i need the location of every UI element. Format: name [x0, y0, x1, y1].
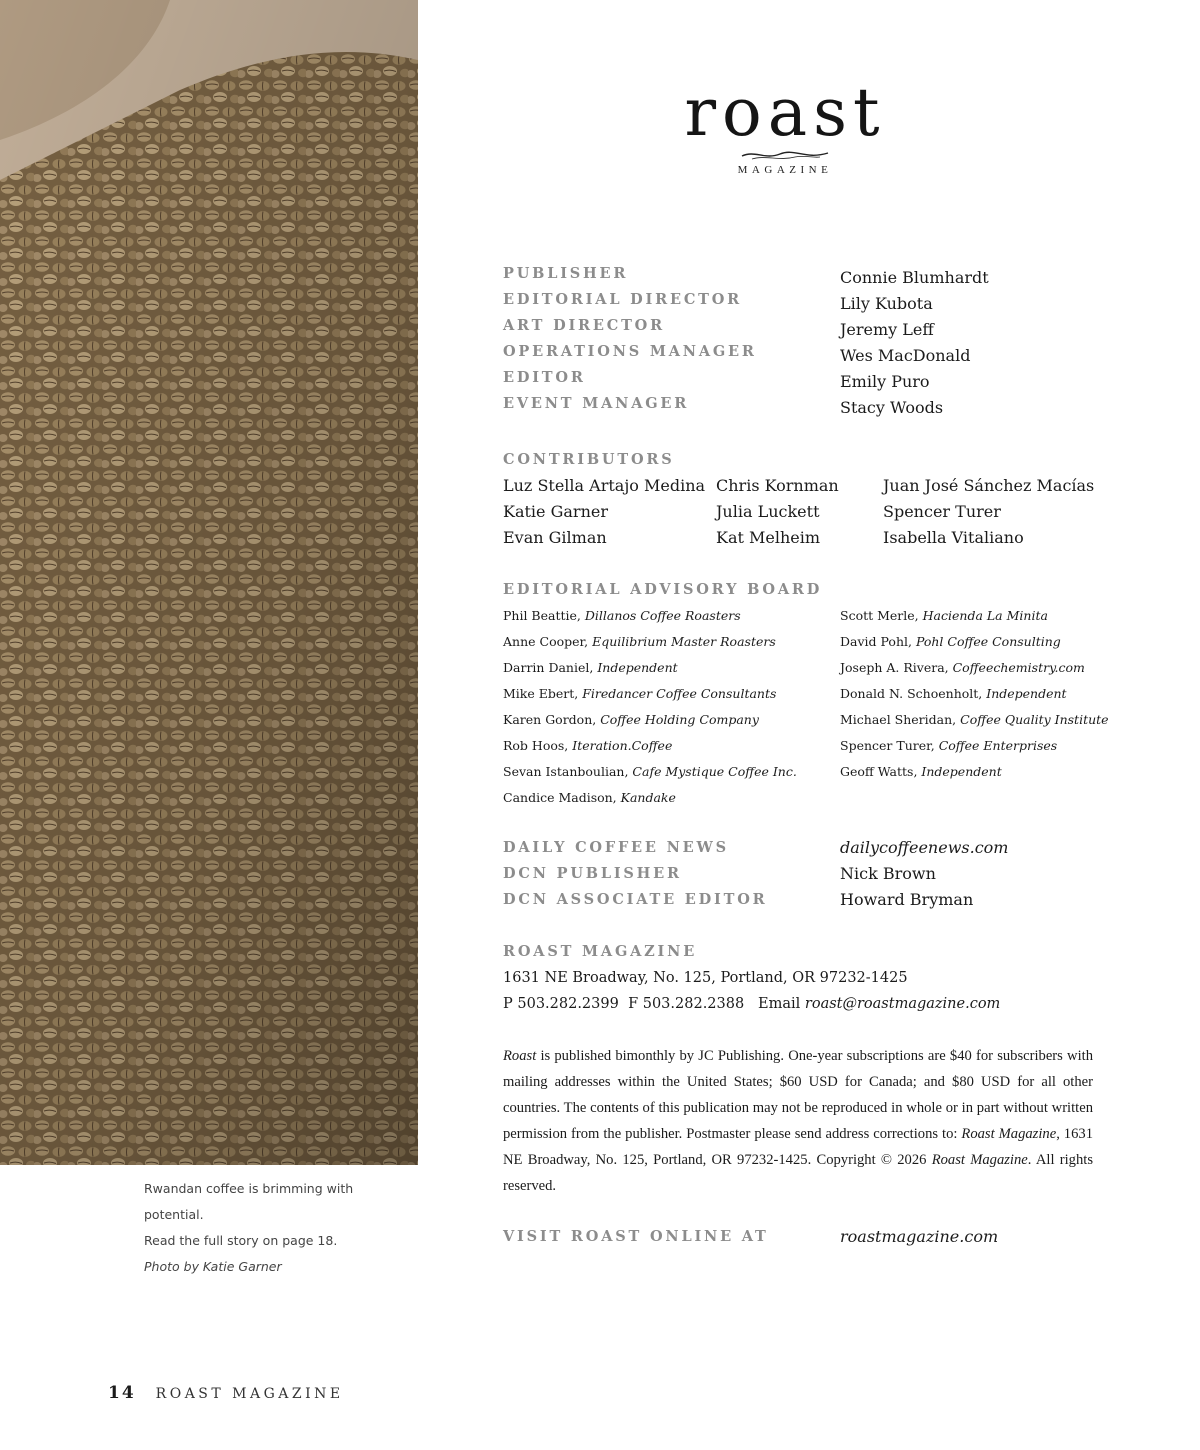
staff-role: ART DIRECTOR: [503, 317, 665, 334]
staff-list: [503, 265, 1123, 421]
photo-caption: [144, 1176, 414, 1280]
staff-name: Wes MacDonald: [840, 346, 971, 365]
staff-name: Lily Kubota: [840, 294, 933, 313]
staff-name: Stacy Woods: [840, 398, 944, 417]
visit-label: VISIT ROAST ONLINE AT: [503, 1228, 769, 1245]
phone-number: P 503.282.2399: [503, 996, 619, 1012]
board-member: Darrin Daniel, Independent: [503, 660, 678, 675]
contributors-heading: CONTRIBUTORS: [503, 451, 675, 468]
advisory-board-section: [503, 577, 1123, 805]
board-member: Michael Sheridan, Coffee Quality Institute: [840, 712, 1109, 727]
staff-role: EDITOR: [503, 369, 586, 386]
board-member: Rob Hoos, Iteration.Coffee: [503, 738, 673, 753]
caption-line-1: Rwandan coffee is brimming with potential.: [144, 1181, 354, 1222]
contributor-name: Chris Kornman: [716, 476, 839, 495]
board-member: Donald N. Schoenholt, Independent: [840, 686, 1067, 701]
contact-section: [503, 939, 1123, 1017]
dcn-role: DAILY COFFEE NEWS: [503, 839, 729, 856]
contributors-col-3: [883, 473, 1094, 551]
staff-name: Emily Puro: [840, 372, 930, 391]
staff-name: Connie Blumhardt: [840, 268, 989, 287]
contributors-section: [503, 447, 1123, 553]
board-member: Mike Ebert, Firedancer Coffee Consultants: [503, 686, 777, 701]
advisory-board-heading: EDITORIAL ADVISORY BOARD: [503, 581, 823, 598]
board-member: Geoff Watts, Independent: [840, 764, 1002, 779]
staff-name: Jeremy Leff: [840, 320, 934, 339]
photo-credit: Photo by Katie Garner: [144, 1259, 282, 1274]
contributors-col-1: [503, 473, 705, 551]
contact-line: [503, 991, 1123, 1017]
email-link[interactable]: roast@roastmagazine.com: [804, 996, 1001, 1012]
mailing-address: 1631 NE Broadway, No. 125, Portland, OR 97232-1425: [503, 970, 908, 986]
staff-role: EDITORIAL DIRECTOR: [503, 291, 743, 308]
fax-number: F 503.282.2388: [628, 996, 745, 1012]
board-member: Joseph A. Rivera, Coffeechemistry.com: [840, 660, 1085, 675]
logo-subtitle: MAGAZINE: [737, 164, 833, 176]
contributor-name: Isabella Vitaliano: [883, 528, 1024, 547]
staff-role: EVENT MANAGER: [503, 395, 690, 412]
contributor-name: Kat Melheim: [716, 528, 821, 547]
board-member: Spencer Turer, Coffee Enterprises: [840, 738, 1058, 753]
board-member: Phil Beattie, Dillanos Coffee Roasters: [503, 608, 741, 623]
contributor-name: Spencer Turer: [883, 502, 1001, 521]
email-label: Email: [758, 996, 801, 1012]
board-member: David Pohl, Pohl Coffee Consulting: [840, 634, 1061, 649]
board-col-right: [840, 603, 1109, 785]
caption-line-2: Read the full story on page 18.: [144, 1233, 338, 1248]
dcn-link[interactable]: dailycoffeenews.com: [840, 838, 1009, 857]
folio-title: ROAST MAGAZINE: [155, 1386, 344, 1402]
contributor-name: Juan José Sánchez Macías: [883, 476, 1095, 495]
staff-role: OPERATIONS MANAGER: [503, 343, 757, 360]
contributor-name: Julia Luckett: [716, 502, 820, 521]
dcn-name: Howard Bryman: [840, 890, 974, 909]
dcn-role: DCN ASSOCIATE EDITOR: [503, 891, 768, 908]
contact-heading: ROAST MAGAZINE: [503, 943, 698, 960]
page-number: 14: [108, 1383, 136, 1403]
board-member: Scott Merle, Hacienda La Minita: [840, 608, 1048, 623]
visit-online: [503, 1224, 1123, 1250]
staff-role: PUBLISHER: [503, 265, 629, 282]
logo-wordmark: roast: [684, 74, 886, 151]
board-col-left: [503, 603, 797, 811]
publication-notice: Roast is published bimonthly by JC Publishing. One-year subscriptions are $40 for subscribers with mailing addresses within the United States; $60 USD for Canada; and $80 USD for all other countries. The contents of this publication may not be reproduced in whole or in part without written permission from the publisher. Postmaster please send address corrections to: Roast Magazine, 1631 NE Broadway, No. 125, Portland, OR 97232-1425. Copyright © 2026 Roast Magazine. All rights reserved.: [503, 1048, 1094, 1194]
board-member: Anne Cooper, Equilibrium Master Roasters: [503, 634, 776, 649]
board-member: Sevan Istanboulian, Cafe Mystique Coffee Inc.: [503, 764, 797, 779]
daily-coffee-news-section: [503, 835, 1123, 913]
dcn-name: Nick Brown: [840, 864, 936, 883]
contributor-name: Luz Stella Artajo Medina: [503, 476, 706, 495]
board-member: Candice Madison, Kandake: [503, 790, 676, 805]
contributors-col-2: [716, 473, 839, 551]
dcn-role: DCN PUBLISHER: [503, 865, 682, 882]
contributor-name: Evan Gilman: [503, 528, 607, 547]
website-link[interactable]: roastmagazine.com: [840, 1227, 999, 1246]
page-folio: [108, 1380, 344, 1407]
board-member: Karen Gordon, Coffee Holding Company: [503, 712, 759, 727]
coffee-beans-photo: [0, 0, 418, 1165]
roast-logo: [640, 74, 930, 176]
contributor-name: Katie Garner: [503, 502, 608, 521]
